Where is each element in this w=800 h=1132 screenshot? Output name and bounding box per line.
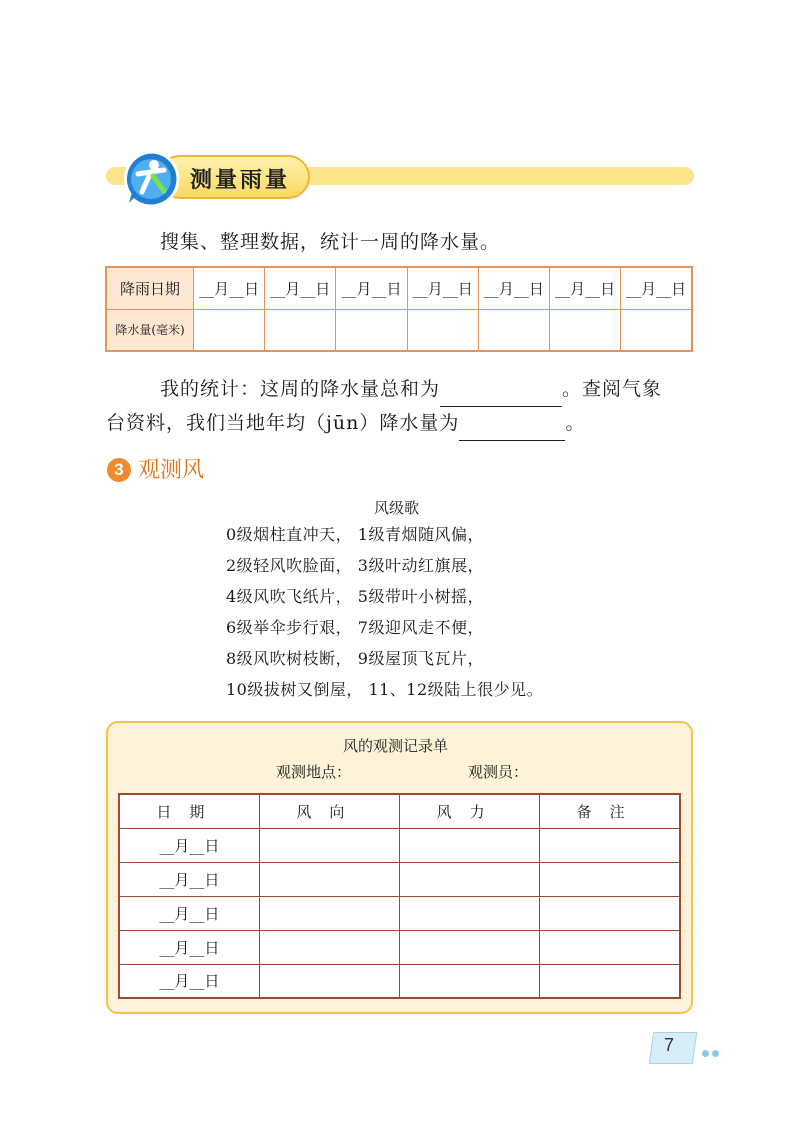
rain-date-cell: __月__日 [550,267,621,309]
rain-amount-cell [336,309,407,351]
activity-icon [120,148,182,210]
annual-average-blank [459,406,565,441]
wind-cell [400,828,540,862]
wind-cell [259,930,399,964]
wind-cell [259,828,399,862]
poem-line: 10级拔树又倒屋， 11、12级陆上很少见。 [226,680,544,699]
rain-date-cell: __月__日 [407,267,478,309]
section-title: 测量雨量 [190,167,291,193]
stats-text: 台资料，我们当地年均（jūn）降水量为 [106,412,460,434]
poem-line: 6级举伞步行艰， 7级迎风走不便， [226,618,484,637]
rain-date-header: 降雨日期 [106,267,194,309]
wind-cell [400,930,540,964]
table-row [106,309,692,351]
rain-date-cell: __月__日 [621,267,692,309]
wind-record-title: 风的观测记录单 [343,737,449,755]
observation-location-label: 观测地点： [276,763,352,781]
observer-label: 观测员： [468,763,529,781]
wind-date-cell: __月__日 [119,964,259,998]
decorative-dot [702,1050,709,1057]
wind-force-header: 风力 [400,794,540,828]
wind-record-table [118,793,681,999]
wind-cell [259,862,399,896]
wind-date-cell: __月__日 [119,862,259,896]
rain-amount-cell [407,309,478,351]
table-row [119,828,680,862]
wind-cell [540,964,680,998]
wind-cell [259,896,399,930]
wind-cell [400,896,540,930]
stats-text: 。 [565,412,586,434]
rain-amount-cell [621,309,692,351]
rain-date-cell: __月__日 [336,267,407,309]
poem-line: 0级烟柱直冲天， 1级青烟随风偏， [226,525,484,544]
rain-amount-cell [550,309,621,351]
wind-cell [400,964,540,998]
rainfall-amount-header: 降水量(毫米) [106,309,194,351]
poem-line: 8级风吹树枝断， 9级屋顶飞瓦片， [226,649,484,668]
poem-line: 4级风吹飞纸片， 5级带叶小树摇， [226,587,484,606]
stats-line-1 [160,372,662,407]
page-number: 7 [664,1035,675,1055]
rainfall-table [105,266,693,352]
wind-cell [540,930,680,964]
wind-cell [400,862,540,896]
wind-date-cell: __月__日 [119,828,259,862]
wind-date-cell: __月__日 [119,930,259,964]
wind-cell [259,964,399,998]
intro-text: 搜集、整理数据，统计一周的降水量。 [160,231,501,253]
decorative-dot [712,1050,719,1057]
table-row [119,964,680,998]
poem-line: 2级轻风吹脸面， 3级叶动红旗展， [226,556,484,575]
rain-date-cell: __月__日 [478,267,549,309]
wind-cell [540,896,680,930]
notes-header: 备注 [540,794,680,828]
stats-text: 我的统计：这周的降水量总和为 [160,378,441,400]
table-row [119,930,680,964]
rain-amount-cell [478,309,549,351]
wind-direction-header: 风向 [259,794,399,828]
stats-line-2 [106,406,585,441]
stats-text: 。查阅气象 [562,378,663,400]
table-row [106,267,692,309]
table-row [119,896,680,930]
section-3-title: 观测风 [138,458,205,483]
rain-date-cell: __月__日 [265,267,336,309]
rain-amount-cell [265,309,336,351]
wind-date-cell: __月__日 [119,896,259,930]
table-row [119,862,680,896]
section-number-badge: 3 [107,458,131,482]
date-column-header: 日期 [119,794,259,828]
wind-cell [540,862,680,896]
rain-date-cell: __月__日 [194,267,265,309]
table-header-row [119,794,680,828]
rain-amount-cell [194,309,265,351]
wind-cell [540,828,680,862]
poem-title: 风级歌 [374,499,420,517]
weekly-total-blank [440,372,562,407]
